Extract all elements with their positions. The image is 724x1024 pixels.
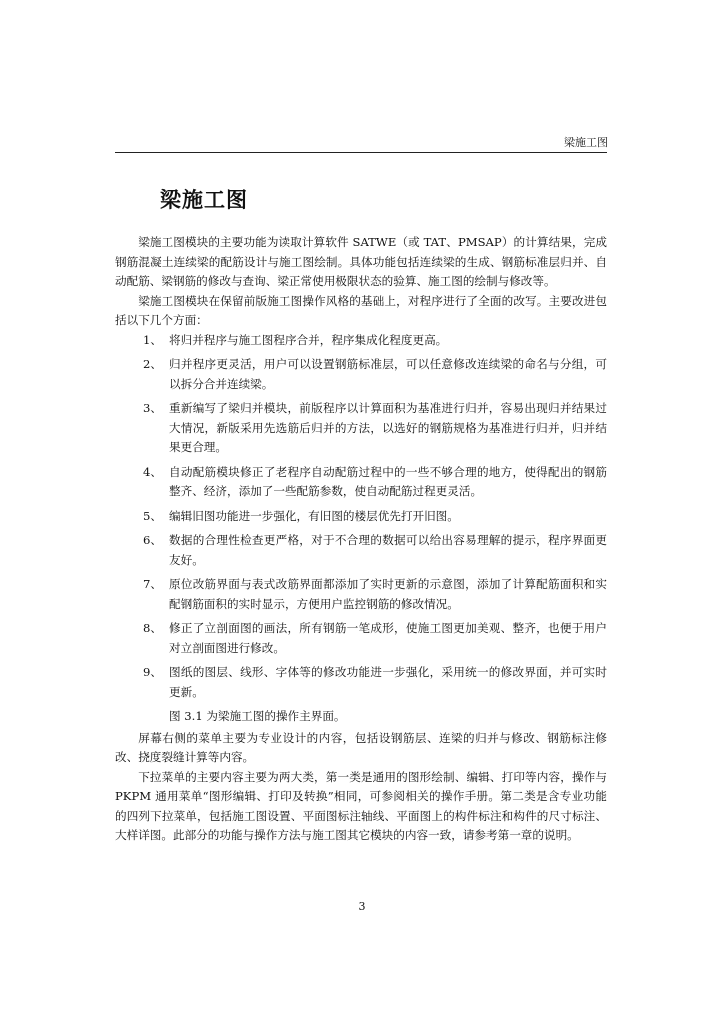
list-item-number: 7、	[143, 577, 162, 591]
list-item	[115, 507, 607, 527]
list-item-number: 2、	[143, 357, 162, 371]
list-item-number: 6、	[143, 533, 162, 547]
improvements-list	[115, 331, 607, 703]
list-item-number: 9、	[143, 665, 162, 679]
list-item-text: 数据的合理性检查更严格，对于不合理的数据可以给出容易理解的提示，程序界面更友好。	[169, 533, 607, 567]
list-item-text: 编辑旧图功能进一步强化，有旧图的楼层优先打开旧图。	[169, 508, 459, 523]
list-item-text: 重新编写了梁归并模块，前版程序以计算面积为基准进行归并，容易出现归并结果过大情况，新版采用先选筋后归并的方法，以选好的钢筋规格为基准进行归并，归并结果更合理。	[169, 401, 607, 454]
list-item	[115, 575, 607, 614]
list-item-text: 自动配筋模块修正了老程序自动配筋过程中的一些不够合理的地方，使得配出的钢筋整齐、经济，添加了一些配筋参数，使自动配筋过程更灵活。	[169, 464, 607, 498]
list-item-text: 归并程序更灵活，用户可以设置钢筋标准层，可以任意修改连续梁的命名与分组，可以拆分合并连续梁。	[169, 357, 607, 391]
list-item-text: 修正了立剖面图的画法，所有钢筋一笔成形，使施工图更加美观、整齐，也便于用户对立剖面图进行修改。	[169, 621, 607, 655]
list-item	[115, 331, 607, 351]
list-item-text: 将归并程序与施工图程序合并，程序集成化程度更高。	[169, 332, 448, 347]
page-number: 3	[358, 900, 366, 913]
figure-reference: 图 3.1 为梁施工图的操作主界面。	[169, 709, 346, 723]
list-item	[115, 531, 607, 570]
list-item-number: 3、	[143, 401, 162, 415]
body-text	[115, 233, 607, 846]
list-item-number: 8、	[143, 621, 162, 635]
list-item	[115, 663, 607, 702]
list-item-text: 原位改筋界面与表式改筋界面都添加了实时更新的示意图，添加了计算配筋面积和实配钢筋面积的实时显示，方便用户监控钢筋的修改情况。	[169, 577, 607, 611]
header-rule	[115, 152, 607, 153]
page-title: 梁施工图	[160, 188, 248, 212]
list-item-number: 4、	[143, 464, 162, 479]
improvements-intro-paragraph: 梁施工图模块在保留前版施工图操作风格的基础上，对程序进行了全面的改写。主要改进包括以下几个方面：	[115, 293, 607, 327]
list-item	[115, 399, 607, 458]
dropdown-menu-paragraph: 下拉菜单的主要内容主要为两大类，第一类是通用的图形绘制、编辑、打印等内容，操作与 PKPM 通用菜单“图形编辑、打印及转换”相同，可参阅相关的操作手册。第二类是含专业功能的四列下拉菜单，包括施工图设置、平面图标注轴线、平面图上的构件标注和构件的尺寸标注、大样详图。此部分的功能与操作方法与施工图其它模块的内容一致，请参考第一章的说明。	[115, 769, 607, 842]
intro-paragraph: 梁施工图模块的主要功能为读取计算软件 SATWE（或 TAT、PMSAP）的计算结果，完成钢筋混凝土连续梁的配筋设计与施工图绘制。具体功能包括连续梁的生成、钢筋标准层归并、自动配筋、梁钢筋的修改与查询、梁正常使用极限状态的验算、施工图的绘制与修改等。	[115, 235, 607, 288]
screen-menu-paragraph: 屏幕右侧的菜单主要为专业设计的内容，包括设钢筋层、连梁的归并与修改、钢筋标注修改、挠度裂缝计算等内容。	[115, 730, 607, 764]
list-item	[115, 355, 607, 394]
list-item-number: 1、	[143, 332, 162, 347]
list-item	[115, 463, 607, 502]
list-item	[115, 619, 607, 658]
running-header: 梁施工图	[564, 136, 608, 149]
list-item-text: 图纸的图层、线形、字体等的修改功能进一步强化，采用统一的修改界面，并可实时更新。	[169, 665, 607, 699]
list-item-number: 5、	[143, 508, 162, 523]
